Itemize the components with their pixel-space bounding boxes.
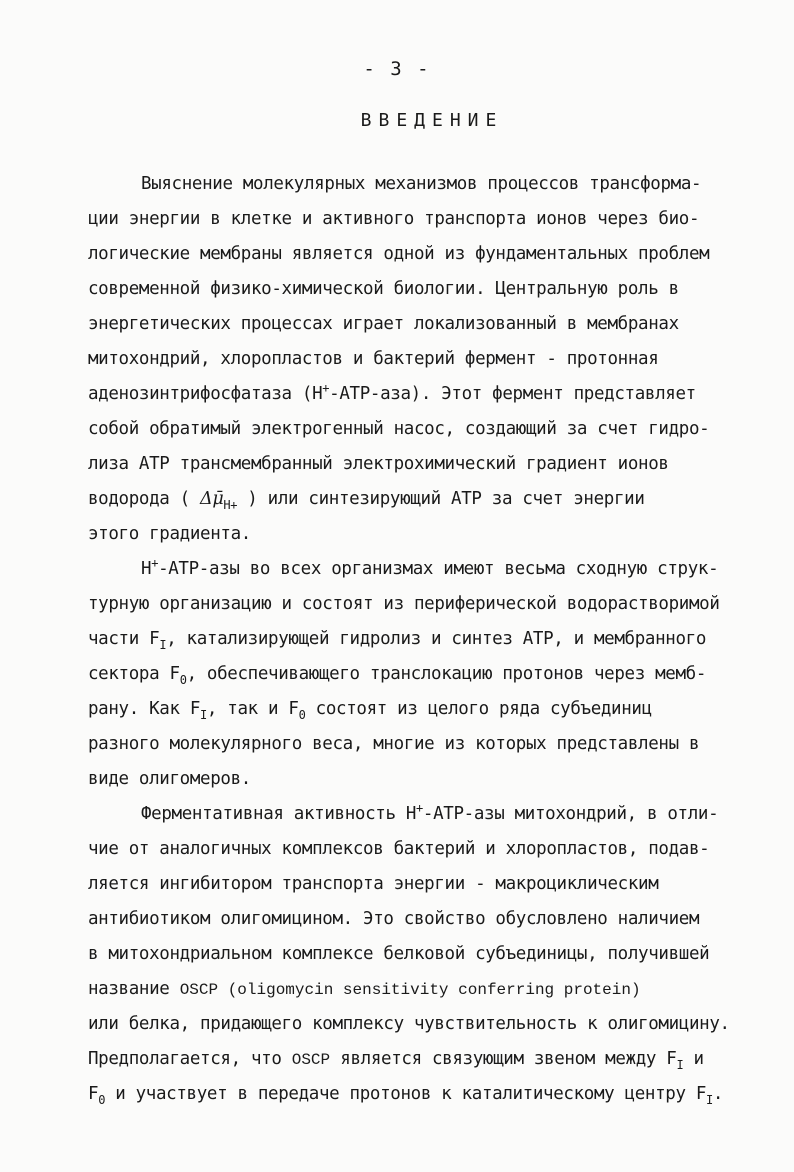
text-line [88,487,645,511]
text-run: рану. Как F [88,699,201,719]
text-run: водорода ( [88,489,201,509]
text-line: разного молекулярного веса, многие из которых представлены в [88,734,700,754]
subscript: 0 [298,708,306,722]
superscript: + [322,381,330,395]
subscript: 0 [98,1093,106,1107]
text-run: Ферментативная активность H [141,804,417,824]
text-line: митохондрий, хлоропластов и бактерий фермент - протонная [88,349,659,369]
text-run: и [683,1049,704,1069]
abbreviation: OSCP [179,981,219,999]
text-line [141,802,718,826]
subscript: 0 [179,673,187,687]
latin-text: (oligomycin sensitivity conferring protein) [218,981,641,999]
subscript: I [676,1058,684,1072]
text-line: энергетических процессах играет локализованный в мембранах [88,314,679,334]
text-run: -АТР-аза). Этот фермент представляет [329,384,696,404]
text-line [88,382,696,406]
text-run: название [88,979,180,999]
text-line: ции энергии в клетке и активного транспорта ионов через био- [88,209,700,229]
text-line: в митохондриальном комплексе белковой субъединицы, получившей [88,944,710,964]
subscript: I [706,1093,713,1107]
text-line [88,1047,704,1072]
text-line: Выяснение молекулярных механизмов процессов трансформа- [141,174,702,194]
text-run: -АТР-азы митохондрий, в отли- [422,804,719,824]
abbreviation: OSCP [291,1051,331,1069]
subscript: H+ [223,498,238,512]
text-line [88,697,652,721]
text-line: этого градиента. [88,524,251,544]
text-run: -АТР-азы во всех организмах имеют весьма сходную струк- [158,559,719,579]
text-line: логические мембраны является одной из фундаментальных проблем [88,244,710,264]
subscript: I [159,638,167,652]
text-line: виде олигомеров. [88,769,251,789]
text-line: лиза АТР трансмембранный электрохимический градиент ионов [88,454,669,474]
text-run: , катализирующей гидролиз и синтез АТР, и мембранного [166,629,707,649]
text-run: и участвует в передаче протонов к каталитическому центру F [105,1084,707,1104]
text-line: современной физико-химической биологии. Центральную роль в [88,279,679,299]
text-run: Предполагается, что [88,1049,292,1069]
text-run: H [141,559,152,579]
text-run: является связующим звеном между F [330,1049,677,1069]
text-run: состоят из целого ряда субъединиц [305,699,652,719]
text-line: собой обратимый электрогенный насос, создающий за счет гидро- [88,419,710,439]
text-line [88,627,706,651]
text-run: части F [88,629,160,649]
text-run: ) или синтезирующий АТР за счет энергии [237,489,645,509]
text-run: . [712,1084,724,1104]
text-run: , обеспечивающего транслокацию протонов через мемб- [186,664,707,684]
text-run: , так и F [206,699,299,719]
text-line: турную организацию и состоят из периферической водорастворимой [88,594,720,614]
superscript: + [151,556,159,570]
text-line: или белка, придающего комплексу чувствительность к олигомицину. [88,1014,730,1034]
text-line [88,1082,723,1106]
text-line: антибиотиком олигомицином. Это свойство обусловлено наличием [88,909,700,929]
text-run: F [88,1084,99,1104]
text-run: сектора F [88,664,180,684]
electrochemical-gradient-symbol: Δμ̄ [200,489,224,509]
text-line [88,977,641,1002]
page-number: - 3 - [363,58,431,80]
text-run: аденозинтрифосфатаза (H [88,384,323,404]
text-line [88,662,706,686]
text-line: чие от аналогичных комплексов бактерий и хлоропластов, подав- [88,839,710,859]
superscript: + [416,801,423,815]
section-heading: ВВЕДЕНИЕ [360,110,504,131]
text-line: ляется ингибитором транспорта энергии - макроциклическим [88,874,659,894]
subscript: I [200,708,207,722]
text-line [141,557,718,581]
